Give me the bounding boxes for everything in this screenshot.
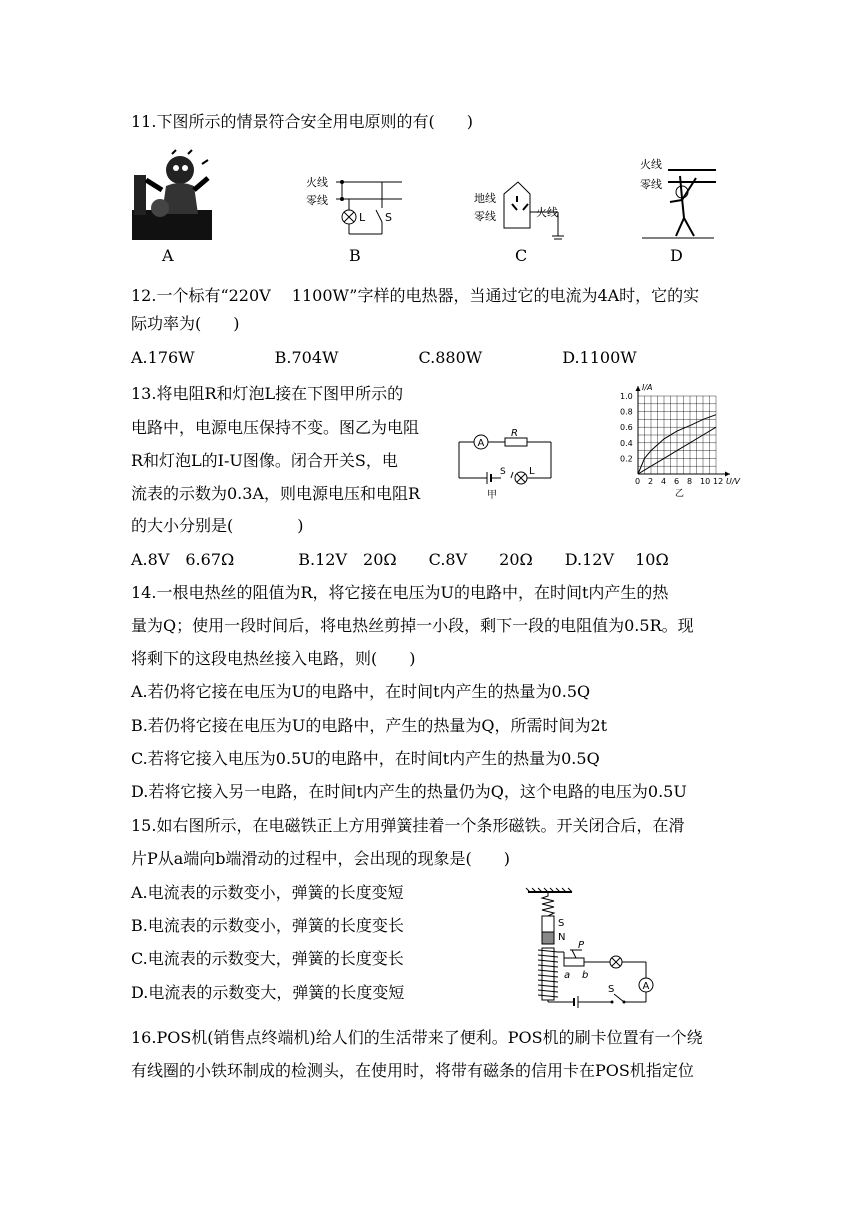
q15-terminal-b-label: b xyxy=(582,970,589,981)
q13-line-1: 13.将电阻R和灯泡L接在下图甲所示的 xyxy=(131,384,404,403)
y-tick-label: 0.4 xyxy=(620,438,633,448)
q15-slider-p-label: P xyxy=(578,940,585,951)
q14-option-b: B.若仍将它接在电压为U的电路中，产生的热量为Q，所需时间为2t xyxy=(131,716,608,735)
x-tick-label: 12 xyxy=(713,477,724,486)
q13-ammeter-label: A xyxy=(477,438,485,449)
q15-terminal-a-label: a xyxy=(564,970,571,981)
q13-lamp-label: L xyxy=(529,466,535,477)
q13-resistor-label: R xyxy=(511,428,518,439)
y-axis-arrow xyxy=(636,386,641,391)
q11-caption-a: A xyxy=(162,246,174,265)
q15-option-c: C.电流表的示数变大，弹簧的长度变长 xyxy=(131,949,404,968)
x-tick-label: 4 xyxy=(661,477,667,486)
q13-line-5: 的大小分别是( ) xyxy=(131,516,304,535)
q15-magnet-s-label: S xyxy=(558,918,565,929)
q13-line-3: R和灯泡L的I-U图像。闭合开关S，电 xyxy=(131,451,398,470)
q15-option-a: A.电流表的示数变小，弹簧的长度变短 xyxy=(131,883,404,902)
fig-d-neutral-label: 零线 xyxy=(640,178,662,191)
y-tick-label: 0.6 xyxy=(620,423,633,433)
q14-option-c: C.若将它接入电压为0.5U的电路中，在时间t内产生的热量为0.5Q xyxy=(131,749,600,768)
q11-figure-b xyxy=(306,172,406,242)
fig-b-switch-label: S xyxy=(385,211,392,224)
q12-line-2: 际功率为( ) xyxy=(131,314,240,333)
y-tick-label: 0.2 xyxy=(620,454,633,464)
q11-figure-d xyxy=(638,156,718,244)
q14-line-1: 14.一根电热丝的阻值为R，将它接在电压为U的电路中，在时间t内产生的热 xyxy=(131,583,669,602)
q13-circuit-diagram xyxy=(455,428,555,502)
q11-caption-b: B xyxy=(349,246,361,265)
chart-caption: 乙 xyxy=(675,489,685,499)
q13-circuit-caption: 甲 xyxy=(487,490,497,501)
q15-switch-label: S xyxy=(608,984,615,995)
q13-line-4: 流表的示数为0.3A，则电源电压和电阻R xyxy=(131,484,421,503)
q11-caption-d: D xyxy=(670,246,683,265)
fig-b-lamp-label: L xyxy=(359,211,366,224)
q16-line-1: 16.POS机(销售点终端机)给人们的生活带来了便利。POS机的刷卡位置有一个绕 xyxy=(131,1028,703,1047)
q13-switch-label: S xyxy=(500,467,506,477)
fig-c-ground-label: 地线 xyxy=(474,192,496,205)
q15-magnet-n-label: N xyxy=(558,932,566,943)
q15-option-b: B.电流表的示数变小，弹簧的长度变长 xyxy=(131,916,404,935)
fig-c-live-label: 火线 xyxy=(536,206,558,219)
q14-line-2: 量为Q；使用一段时间后，将电热丝剪掉一小段，剩下一段的电阻值为0.5R。现 xyxy=(131,616,694,635)
q15-electromagnet-figure xyxy=(520,888,660,1010)
q13-iu-chart xyxy=(618,383,748,500)
q14-line-3: 将剩下的这段电热丝接入电路，则( ) xyxy=(131,649,416,668)
q11-stem: 11.下图所示的情景符合安全用电原则的有( ) xyxy=(131,112,473,131)
q11-figure-a xyxy=(132,150,212,242)
q13-options: A.8V 6.67Ω B.12V 20Ω C.8V 20Ω D.12V 10Ω xyxy=(131,550,669,569)
q14-option-d: D.若将它接入另一电路，在时间t内产生的热量仍为Q，这个电路的电压为0.5U xyxy=(131,782,687,801)
q11-figure-c xyxy=(474,178,574,242)
fig-d-live-label: 火线 xyxy=(640,158,662,171)
q16-line-2: 有线圈的小铁环制成的检测头，在使用时，将带有磁条的信用卡在POS机指定位 xyxy=(131,1061,694,1080)
q15-line-1: 15.如右图所示，在电磁铁正上方用弹簧挂着一个条形磁铁。开关闭合后，在滑 xyxy=(131,816,685,835)
fig-b-live-label: 火线 xyxy=(306,176,328,189)
x-tick-label: 8 xyxy=(687,477,693,486)
y-tick-label: 0.8 xyxy=(620,407,633,417)
q13-line-2: 电路中，电源电压保持不变。图乙为电阻 xyxy=(131,418,420,437)
x-tick-label: 10 xyxy=(700,477,711,486)
fig-c-neutral-label: 零线 xyxy=(474,210,496,223)
y-tick-label: 1.0 xyxy=(620,392,633,401)
q11-caption-c: C xyxy=(515,246,528,265)
q15-line-2: 片P从a端向b端滑动的过程中，会出现的现象是( ) xyxy=(131,849,511,868)
q15-ammeter-label: A xyxy=(642,981,650,992)
x-tick-label: 6 xyxy=(674,477,680,486)
x-axis-arrow xyxy=(725,472,730,477)
fig-b-neutral-label: 零线 xyxy=(306,194,328,207)
q15-option-d: D.电流表的示数变大，弹簧的长度变短 xyxy=(131,983,405,1002)
q14-option-a: A.若仍将它接在电压为U的电路中，在时间t内产生的热量为0.5Q xyxy=(131,682,591,701)
x-tick-label: 2 xyxy=(648,477,654,486)
q12-options: A.176W B.704W C.880W D.1100W xyxy=(131,348,637,367)
q12-line-1: 12.一个标有“220V 1100W”字样的电热器，当通过它的电流为4A时，它的实 xyxy=(131,286,700,305)
y-axis-label: I/A xyxy=(642,383,653,392)
x-tick-label: 0 xyxy=(635,477,641,486)
x-axis-label: U/V xyxy=(726,477,741,486)
